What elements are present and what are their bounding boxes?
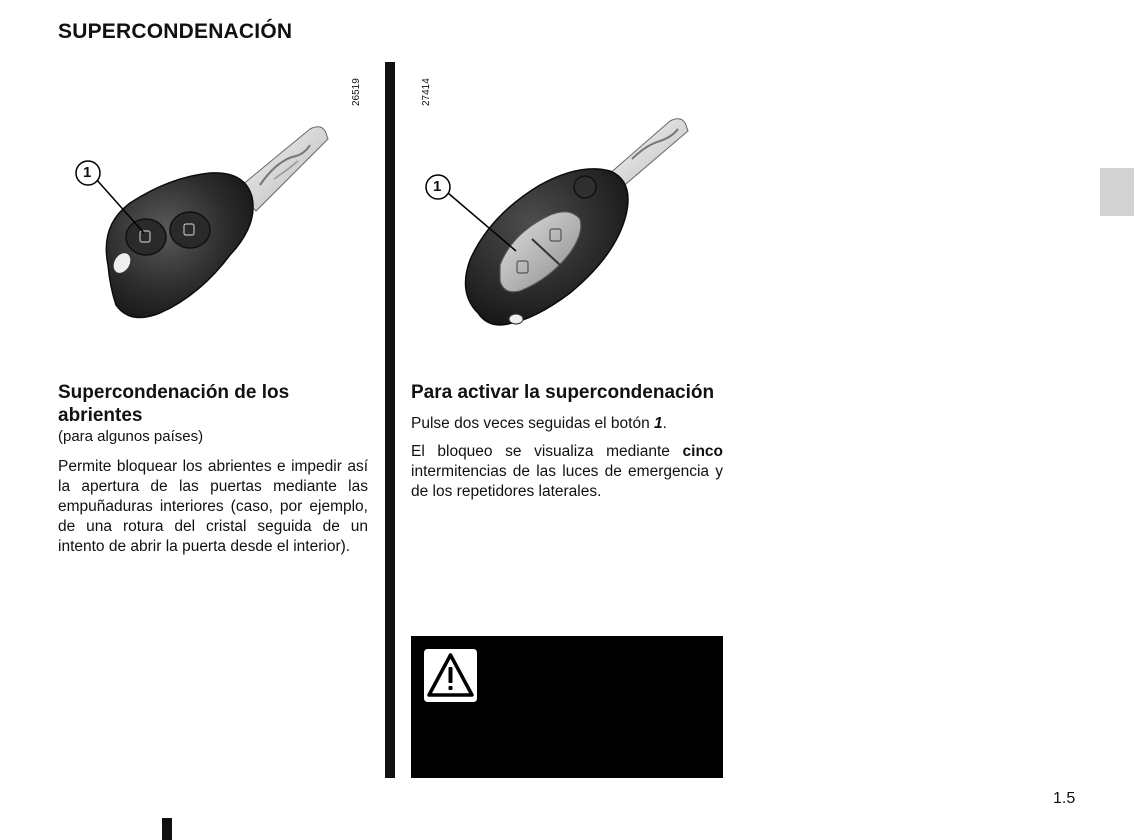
figure-code: 27414 bbox=[421, 78, 432, 106]
column-divider bbox=[385, 62, 395, 778]
description-text-end: intermitencias de las luces de emergencia y de los repetidores laterales. bbox=[411, 463, 723, 500]
right-section bbox=[411, 381, 723, 502]
punctuation: . bbox=[662, 415, 667, 432]
warning-triangle-icon bbox=[424, 649, 477, 702]
body-paragraph: Permite bloquear los abrientes e impedir así la apertura de las puertas mediante las empuñaduras interiores (caso, por ejemplo, de una rotura del cristal seguida de un intento de abrir la puerta desde el interior). bbox=[58, 458, 368, 555]
callout-number: 1 bbox=[83, 164, 92, 181]
emphasis-text: cinco bbox=[682, 443, 723, 460]
warning-box bbox=[411, 636, 723, 778]
section-heading: Supercondenación de los abrientes bbox=[58, 382, 290, 426]
callout-number: 1 bbox=[433, 178, 442, 195]
description-text: El bloqueo se visualiza mediante bbox=[411, 443, 683, 460]
instruction-paragraph bbox=[411, 414, 723, 434]
flip-key-illustration bbox=[420, 115, 710, 330]
figure-code: 26519 bbox=[351, 78, 362, 106]
remote-key-illustration bbox=[60, 115, 350, 330]
page-number: 1.5 bbox=[1053, 790, 1076, 807]
footer-mark bbox=[162, 818, 172, 840]
button-reference: 1 bbox=[654, 415, 663, 432]
section-subheading: (para algunos países) bbox=[58, 428, 204, 445]
section-thumb-tab bbox=[1100, 168, 1134, 216]
description-paragraph bbox=[411, 442, 723, 502]
section-heading: Para activar la supercondenación bbox=[411, 382, 715, 403]
instruction-text: Pulse dos veces seguidas el botón bbox=[411, 415, 654, 432]
left-section bbox=[58, 381, 368, 557]
page-title: SUPERCONDENACIÓN bbox=[58, 20, 293, 43]
